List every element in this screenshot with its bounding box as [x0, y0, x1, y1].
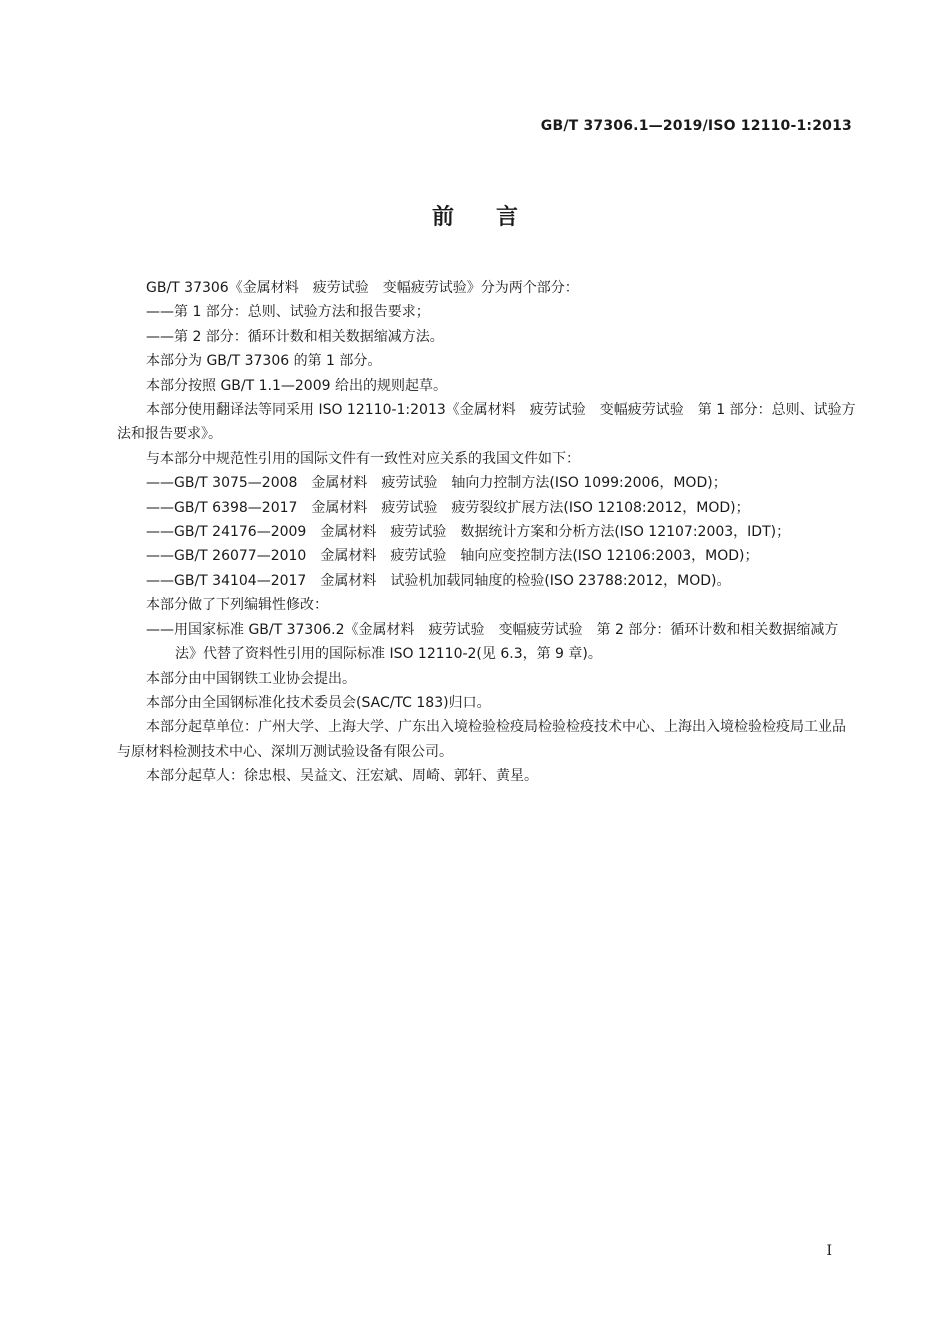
paragraph-corresponding-standards: 与本部分中规范性引用的国际文件有一致性对应关系的我国文件如下： [146, 450, 580, 467]
list-item-part-1: ——第 1 部分：总则、试验方法和报告要求； [146, 304, 430, 321]
paragraph-drafting-rules: 本部分按照 GB/T 1.1—2009 给出的规则起草。 [146, 377, 447, 394]
page-number: I [826, 1243, 832, 1259]
paragraph-parts-intro: GB/T 37306《金属材料 疲劳试验 变幅疲劳试验》分为两个部分： [146, 280, 579, 296]
paragraph-editorial-changes: 本部分做了下列编辑性修改： [146, 597, 328, 614]
list-item-standard-34104: ——GB/T 34104—2017 金属材料 试验机加载同轴度的检验(ISO 23788:2012，MOD)。 [146, 572, 731, 589]
list-item-standard-24176: ——GB/T 24176—2009 金属材料 疲劳试验 数据统计方案和分析方法(ISO 12107:2003，IDT)； [146, 524, 791, 541]
paragraph-committee: 本部分由全国钢标准化技术委员会(SAC/TC 183)归口。 [146, 694, 491, 711]
paragraph-drafters: 本部分起草人：徐忠根、吴益文、汪宏斌、周崎、郭轩、黄星。 [146, 768, 538, 785]
paragraph-drafting-units: 本部分起草单位：广州大学、上海大学、广东出入境检验检疫局检验检疫技术中心、上海出入境检验检疫局工业品与原材料检测技术中心、深圳万测试验设备有限公司。 [117, 719, 846, 760]
list-item-editorial-change: ——用国家标准 GB/T 37306.2《金属材料 疲劳试验 变幅疲劳试验 第 2 部分：循环计数和相关数据缩减方法》代替了资料性引用的国际标准 ISO 12110-2(见 6.3，第 9 章)。 [146, 621, 839, 663]
paragraph-adoption: 本部分使用翻译法等同采用 ISO 12110-1:2013《金属材料 疲劳试验 变幅疲劳试验 第 1 部分：总则、试验方法和报告要求》。 [117, 402, 856, 443]
list-item-part-2: ——第 2 部分：循环计数和相关数据缩减方法。 [146, 328, 444, 345]
paragraph-proposer: 本部分由中国钢铁工业协会提出。 [146, 670, 356, 687]
paragraph-this-part: 本部分为 GB/T 37306 的第 1 部分。 [146, 353, 382, 370]
list-item-standard-26077: ——GB/T 26077—2010 金属材料 疲劳试验 轴向应变控制方法(ISO 12106:2003，MOD)； [146, 548, 759, 565]
list-item-standard-6398: ——GB/T 6398—2017 金属材料 疲劳试验 疲劳裂纹扩展方法(ISO 12108:2012，MOD)； [146, 499, 750, 516]
document-body [117, 276, 857, 789]
standard-code-header: GB/T 37306.1—2019/ISO 12110-1:2013 [540, 118, 852, 134]
page-title: 前言 [431, 205, 560, 230]
list-item-standard-3075: ——GB/T 3075—2008 金属材料 疲劳试验 轴向力控制方法(ISO 1099:2006，MOD)； [146, 475, 727, 492]
